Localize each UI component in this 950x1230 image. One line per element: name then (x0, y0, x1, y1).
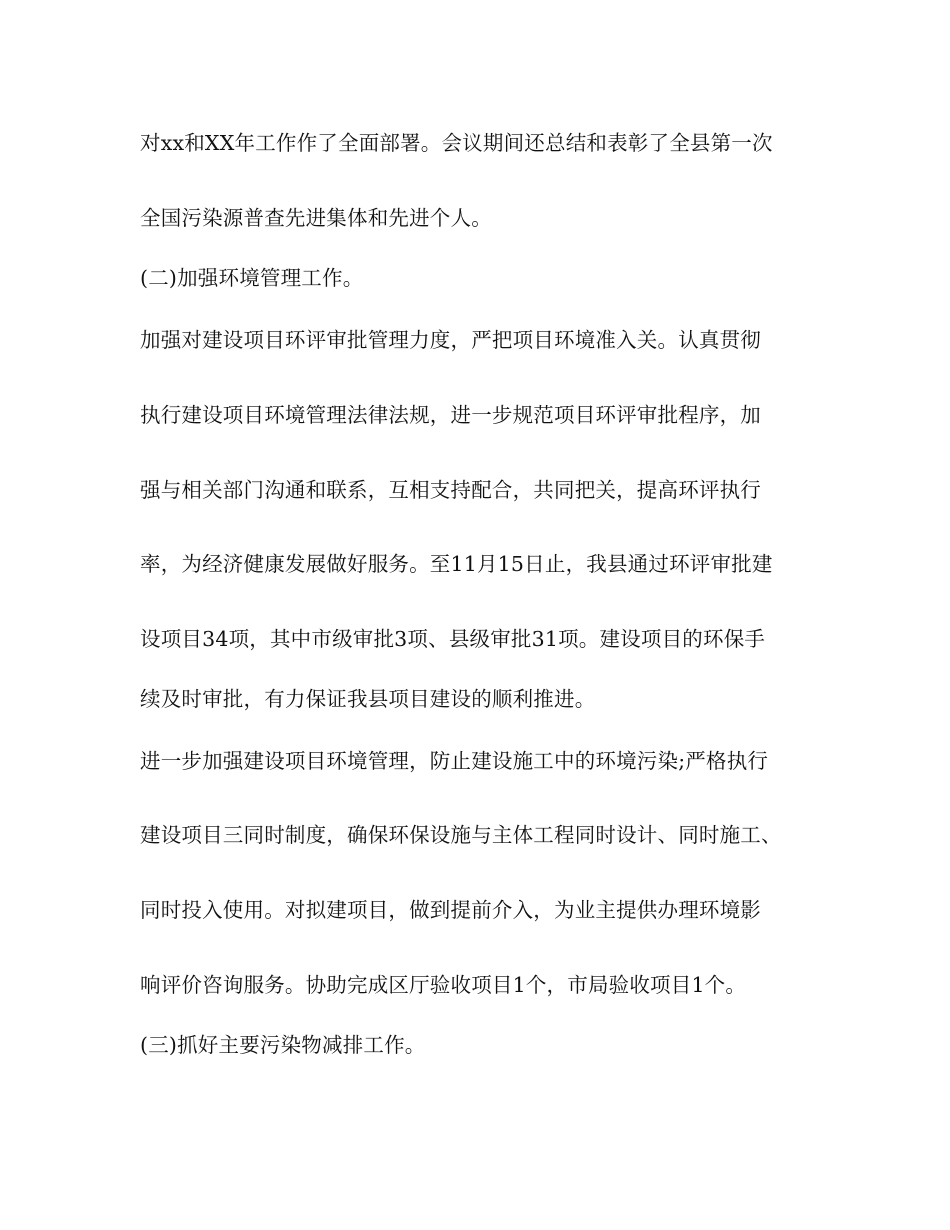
text-line: 率，为经济健康发展做好服务。至11月15日止，我县通过环评审批建 (140, 552, 773, 576)
text-line: 设项目34项，其中市级审批3项、县级审批31项。建设项目的环保手 (140, 627, 766, 651)
text-line: 进一步加强建设项目环境管理，防止建设施工中的环境污染;严格执行 (140, 749, 769, 773)
text-line: 建设项目三同时制度，确保环保设施与主体工程同时设计、同时施工、 (140, 823, 782, 847)
text-line: 加强对建设项目环评审批管理力度，严把项目环境准入关。认真贯彻 (140, 328, 761, 352)
text-line: 对xx和XX年工作作了全面部署。会议期间还总结和表彰了全县第一次 (140, 131, 773, 155)
text-line: 强与相关部门沟通和联系，互相支持配合，共同把关，提高环评执行 (140, 478, 761, 502)
text-line: 响评价咨询服务。协助完成区厅验收项目1个，市局验收项目1个。 (140, 973, 747, 997)
section-heading: (二)加强环境管理工作。 (140, 266, 364, 290)
text-line: 执行建设项目环境管理法律法规，进一步规范项目环评审批程序，加 (140, 403, 761, 427)
section-heading: (三)抓好主要污染物减排工作。 (140, 1033, 426, 1057)
text-line: 同时投入使用。对拟建项目，做到提前介入，为业主提供办理环境影 (140, 898, 761, 922)
text-line: 续及时审批，有力保证我县项目建设的顺利推进。 (140, 687, 596, 711)
text-line: 全国污染源普查先进集体和先进个人。 (140, 206, 492, 230)
